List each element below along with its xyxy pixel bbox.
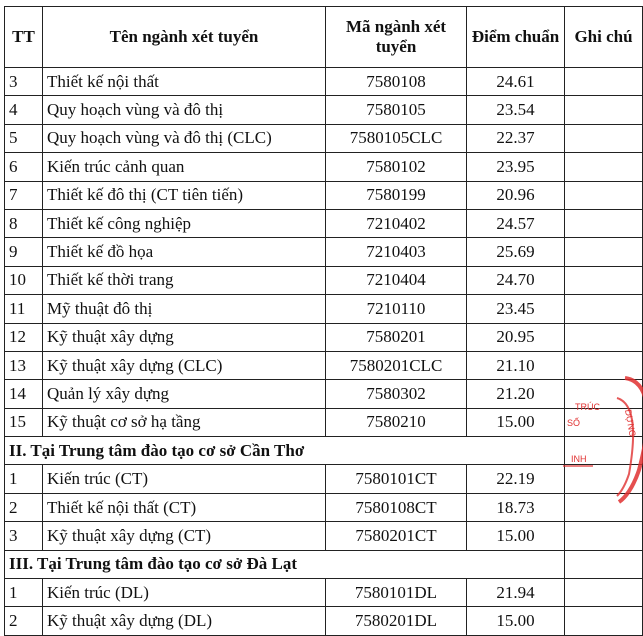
- note-cell: [565, 209, 643, 237]
- seal-text-1: TRÚC: [575, 402, 600, 412]
- cutoff-score: 21.10: [467, 351, 565, 379]
- program-name: Thiết kế thời trang: [43, 266, 326, 294]
- table-header-row: [5, 7, 643, 68]
- table-row: [5, 295, 643, 323]
- note-cell: [565, 124, 643, 152]
- note-cell: [565, 181, 643, 209]
- table-row: [5, 408, 643, 436]
- cutoff-score: 24.57: [467, 209, 565, 237]
- program-code: 7580101CT: [326, 465, 467, 493]
- program-code: 7580201CT: [326, 522, 467, 550]
- header-tt: TT: [5, 7, 43, 68]
- cutoff-score: 21.20: [467, 380, 565, 408]
- note-cell: [565, 550, 643, 578]
- table-row: [5, 96, 643, 124]
- row-number: 9: [5, 238, 43, 266]
- row-number: 8: [5, 209, 43, 237]
- cutoff-score: 18.73: [467, 493, 565, 521]
- program-code: 7210404: [326, 266, 467, 294]
- note-cell: [565, 493, 643, 521]
- note-cell: [565, 380, 643, 408]
- program-name: Kỹ thuật xây dựng (DL): [43, 607, 326, 635]
- note-cell: [565, 437, 643, 465]
- main-rows: [5, 68, 643, 437]
- table-row: [5, 153, 643, 181]
- program-name: Thiết kế công nghiệp: [43, 209, 326, 237]
- program-code: 7210403: [326, 238, 467, 266]
- program-code: 7580101DL: [326, 579, 467, 607]
- program-name: Quản lý xây dựng: [43, 380, 326, 408]
- table-row: [5, 209, 643, 237]
- can-tho-rows: [5, 465, 643, 550]
- section-row: [5, 437, 643, 465]
- program-name: Mỹ thuật đô thị: [43, 295, 326, 323]
- row-number: 2: [5, 493, 43, 521]
- row-number: 14: [5, 380, 43, 408]
- program-code: 7210402: [326, 209, 467, 237]
- cutoff-score: 22.37: [467, 124, 565, 152]
- note-cell: [565, 295, 643, 323]
- program-name: Kiến trúc (DL): [43, 579, 326, 607]
- row-number: 4: [5, 96, 43, 124]
- cutoff-score: 24.70: [467, 266, 565, 294]
- da-lat-rows: [5, 579, 643, 636]
- cutoff-score: 15.00: [467, 607, 565, 635]
- admission-scores-table: [4, 6, 643, 636]
- row-number: 3: [5, 522, 43, 550]
- note-cell: [565, 579, 643, 607]
- table-row: [5, 124, 643, 152]
- program-name: Kỹ thuật xây dựng (CLC): [43, 351, 326, 379]
- cutoff-score: 23.95: [467, 153, 565, 181]
- row-number: 15: [5, 408, 43, 436]
- program-name: Thiết kế đô thị (CT tiên tiến): [43, 181, 326, 209]
- table-row: [5, 493, 643, 521]
- program-code: 7580199: [326, 181, 467, 209]
- note-cell: [565, 153, 643, 181]
- program-code: 7580201DL: [326, 607, 467, 635]
- note-cell: [565, 266, 643, 294]
- program-name: Kỹ thuật xây dựng: [43, 323, 326, 351]
- row-number: 1: [5, 579, 43, 607]
- row-number: 2: [5, 607, 43, 635]
- cutoff-score: 22.19: [467, 465, 565, 493]
- program-code: 7580210: [326, 408, 467, 436]
- row-number: 3: [5, 68, 43, 96]
- seal-text-2: SỐ: [567, 418, 581, 428]
- cutoff-score: 15.00: [467, 522, 565, 550]
- program-code: 7580102: [326, 153, 467, 181]
- note-cell: [565, 408, 643, 436]
- table-row: [5, 522, 643, 550]
- table-row: [5, 323, 643, 351]
- program-name: Quy hoạch vùng và đô thị: [43, 96, 326, 124]
- seal-text-4: DỰNG: [623, 408, 638, 438]
- note-cell: [565, 238, 643, 266]
- program-code: 7580108CT: [326, 493, 467, 521]
- row-number: 1: [5, 465, 43, 493]
- note-cell: [565, 522, 643, 550]
- table-row: [5, 380, 643, 408]
- note-cell: [565, 465, 643, 493]
- seal-text-3: INH: [571, 454, 587, 464]
- table-row: [5, 607, 643, 635]
- row-number: 7: [5, 181, 43, 209]
- cutoff-score: 21.94: [467, 579, 565, 607]
- program-name: Thiết kế nội thất (CT): [43, 493, 326, 521]
- program-code: 7210110: [326, 295, 467, 323]
- header-note: Ghi chú: [565, 7, 643, 68]
- table-row: [5, 351, 643, 379]
- table-row: [5, 465, 643, 493]
- row-number: 12: [5, 323, 43, 351]
- cutoff-score: 25.69: [467, 238, 565, 266]
- cutoff-score: 20.96: [467, 181, 565, 209]
- section-title-can-tho: II. Tại Trung tâm đào tạo cơ sở Cần Thơ: [5, 437, 565, 465]
- cutoff-score: 24.61: [467, 68, 565, 96]
- row-number: 11: [5, 295, 43, 323]
- program-code: 7580105CLC: [326, 124, 467, 152]
- section-row: [5, 550, 643, 578]
- program-name: Kiến trúc cảnh quan: [43, 153, 326, 181]
- row-number: 6: [5, 153, 43, 181]
- program-name: Quy hoạch vùng và đô thị (CLC): [43, 124, 326, 152]
- table-row: [5, 68, 643, 96]
- program-name: Kỹ thuật xây dựng (CT): [43, 522, 326, 550]
- program-code: 7580302: [326, 380, 467, 408]
- row-number: 10: [5, 266, 43, 294]
- section-can-tho: [5, 437, 643, 465]
- table-row: [5, 181, 643, 209]
- note-cell: [565, 323, 643, 351]
- header-name: Tên ngành xét tuyển: [43, 7, 326, 68]
- program-code: 7580105: [326, 96, 467, 124]
- section-title-da-lat: III. Tại Trung tâm đào tạo cơ sở Đà Lạt: [5, 550, 565, 578]
- program-name: Kỹ thuật cơ sở hạ tầng: [43, 408, 326, 436]
- program-name: Thiết kế nội thất: [43, 68, 326, 96]
- header-code: Mã ngành xét tuyển: [326, 7, 467, 68]
- table-row: [5, 266, 643, 294]
- section-da-lat: [5, 550, 643, 578]
- cutoff-score: 23.54: [467, 96, 565, 124]
- note-cell: [565, 351, 643, 379]
- cutoff-score: 20.95: [467, 323, 565, 351]
- table-row: [5, 579, 643, 607]
- program-name: Kiến trúc (CT): [43, 465, 326, 493]
- table-row: [5, 238, 643, 266]
- header-score: Điểm chuẩn: [467, 7, 565, 68]
- program-name: Thiết kế đồ họa: [43, 238, 326, 266]
- row-number: 5: [5, 124, 43, 152]
- note-cell: [565, 607, 643, 635]
- cutoff-score: 23.45: [467, 295, 565, 323]
- row-number: 13: [5, 351, 43, 379]
- cutoff-score: 15.00: [467, 408, 565, 436]
- note-cell: [565, 96, 643, 124]
- note-cell: [565, 68, 643, 96]
- program-code: 7580108: [326, 68, 467, 96]
- program-code: 7580201CLC: [326, 351, 467, 379]
- program-code: 7580201: [326, 323, 467, 351]
